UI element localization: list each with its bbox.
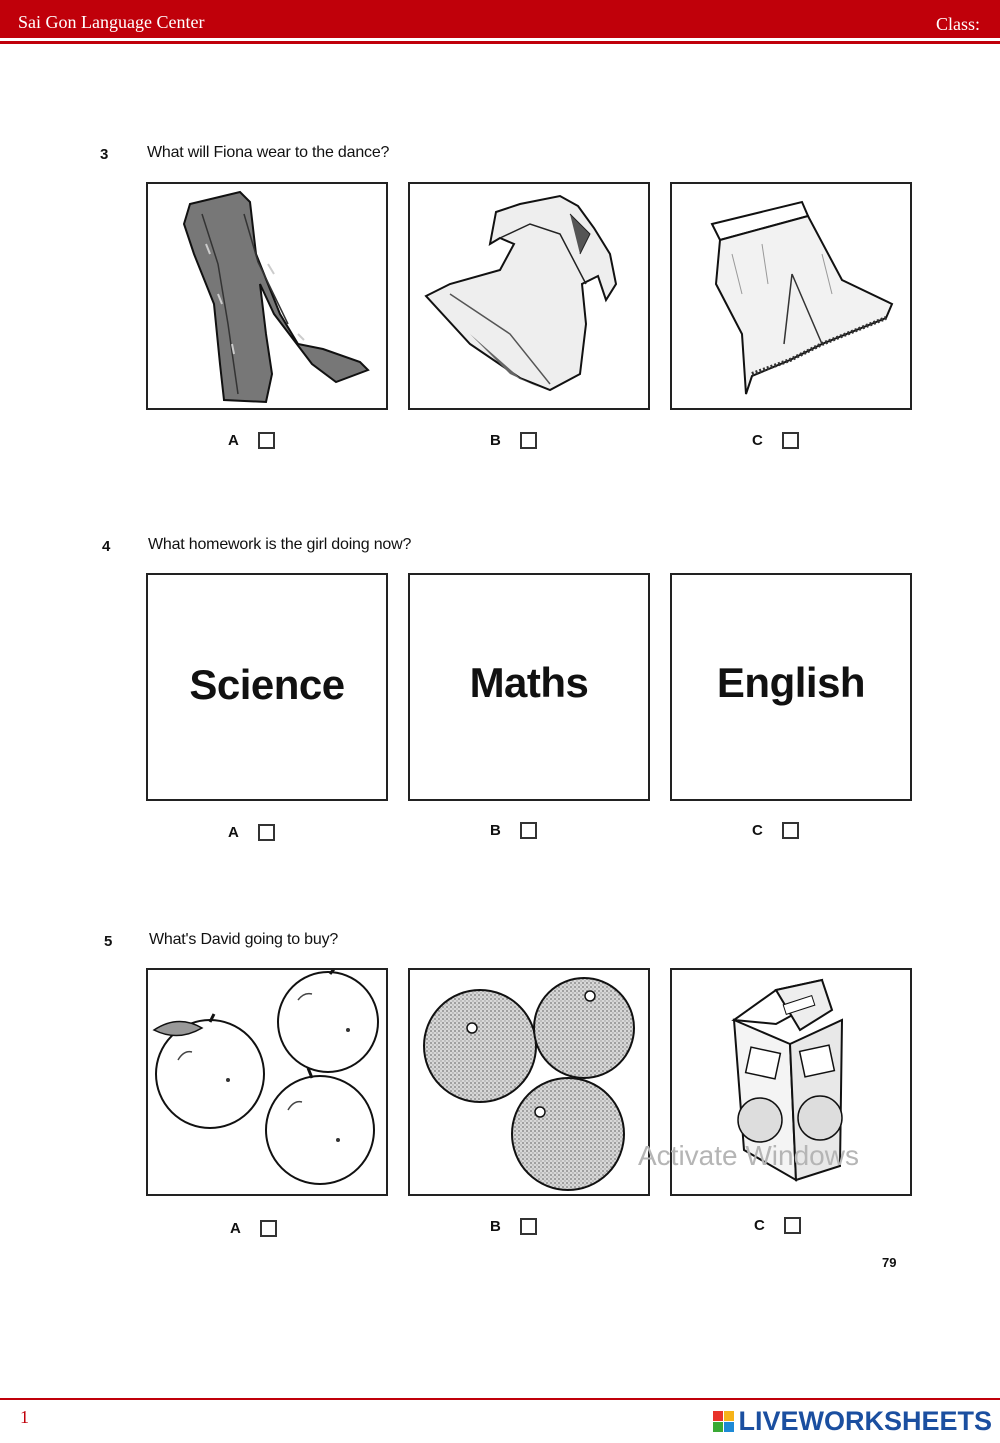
option-3a-picture <box>146 182 388 410</box>
class-label: Class: <box>935 14 980 34</box>
option-letter: B <box>490 432 501 449</box>
header-divider <box>0 41 1000 44</box>
question-5-text: What's David going to buy? <box>149 931 339 948</box>
option-4c-word: English <box>716 659 866 706</box>
skirt-image <box>672 184 912 410</box>
option-letter: B <box>490 822 501 839</box>
liveworksheets-logo-icon <box>713 1411 734 1432</box>
option-4c-checkbox[interactable] <box>782 822 799 839</box>
option-3c-picture <box>670 182 912 410</box>
option-4a-picture <box>146 573 388 801</box>
option-3c <box>752 432 799 449</box>
question-3-text: What will Fiona wear to the dance? <box>147 144 390 161</box>
question-4-number: 4 <box>102 538 111 555</box>
windows-activation-watermark: Activate Windows <box>638 1140 859 1171</box>
option-4a <box>228 824 275 841</box>
option-letter: C <box>752 432 763 449</box>
option-4b-checkbox[interactable] <box>520 822 537 839</box>
liveworksheets-brand[interactable] <box>713 1406 992 1437</box>
option-letter: A <box>230 1220 241 1237</box>
book-page-number: 79 <box>882 1255 897 1270</box>
question-3-number: 3 <box>100 146 109 163</box>
option-4b-word: Maths <box>469 659 589 706</box>
option-5c-checkbox[interactable] <box>784 1217 801 1234</box>
option-4a-word: Science <box>189 661 345 708</box>
option-5b-picture <box>408 968 650 1196</box>
footer-page-number: 1 <box>20 1407 29 1427</box>
trousers-image <box>148 184 388 410</box>
option-5a-checkbox[interactable] <box>260 1220 277 1237</box>
apples-image <box>148 970 388 1196</box>
dress-image <box>410 184 650 410</box>
option-5b <box>490 1218 537 1235</box>
logo-square-red <box>713 1411 723 1421</box>
option-4b-picture <box>408 573 650 801</box>
option-4c <box>752 822 799 839</box>
option-4a-checkbox[interactable] <box>258 824 275 841</box>
option-letter: A <box>228 824 239 841</box>
logo-square-yellow <box>724 1411 734 1421</box>
option-letter: C <box>754 1217 765 1234</box>
question-5-number: 5 <box>104 933 113 950</box>
option-3b-picture <box>408 182 650 410</box>
option-letter: C <box>752 822 763 839</box>
option-5c <box>754 1217 801 1234</box>
question-4-text: What homework is the girl doing now? <box>148 536 412 553</box>
option-5a <box>230 1220 277 1237</box>
option-3c-checkbox[interactable] <box>782 432 799 449</box>
option-4c-picture <box>670 573 912 801</box>
option-5a-picture <box>146 968 388 1196</box>
oranges-image <box>410 970 650 1196</box>
footer-divider <box>0 1398 1000 1400</box>
option-3a-checkbox[interactable] <box>258 432 275 449</box>
logo-square-green <box>713 1422 723 1432</box>
option-3a <box>228 432 275 449</box>
option-5b-checkbox[interactable] <box>520 1218 537 1235</box>
option-3b-checkbox[interactable] <box>520 432 537 449</box>
center-name: Sai Gon Language Center <box>18 12 205 32</box>
brand-name: LIVEWORKSHEETS <box>738 1406 992 1436</box>
logo-square-blue <box>724 1422 734 1432</box>
option-3b <box>490 432 537 449</box>
option-letter: A <box>228 432 239 449</box>
option-4b <box>490 822 537 839</box>
option-letter: B <box>490 1218 501 1235</box>
